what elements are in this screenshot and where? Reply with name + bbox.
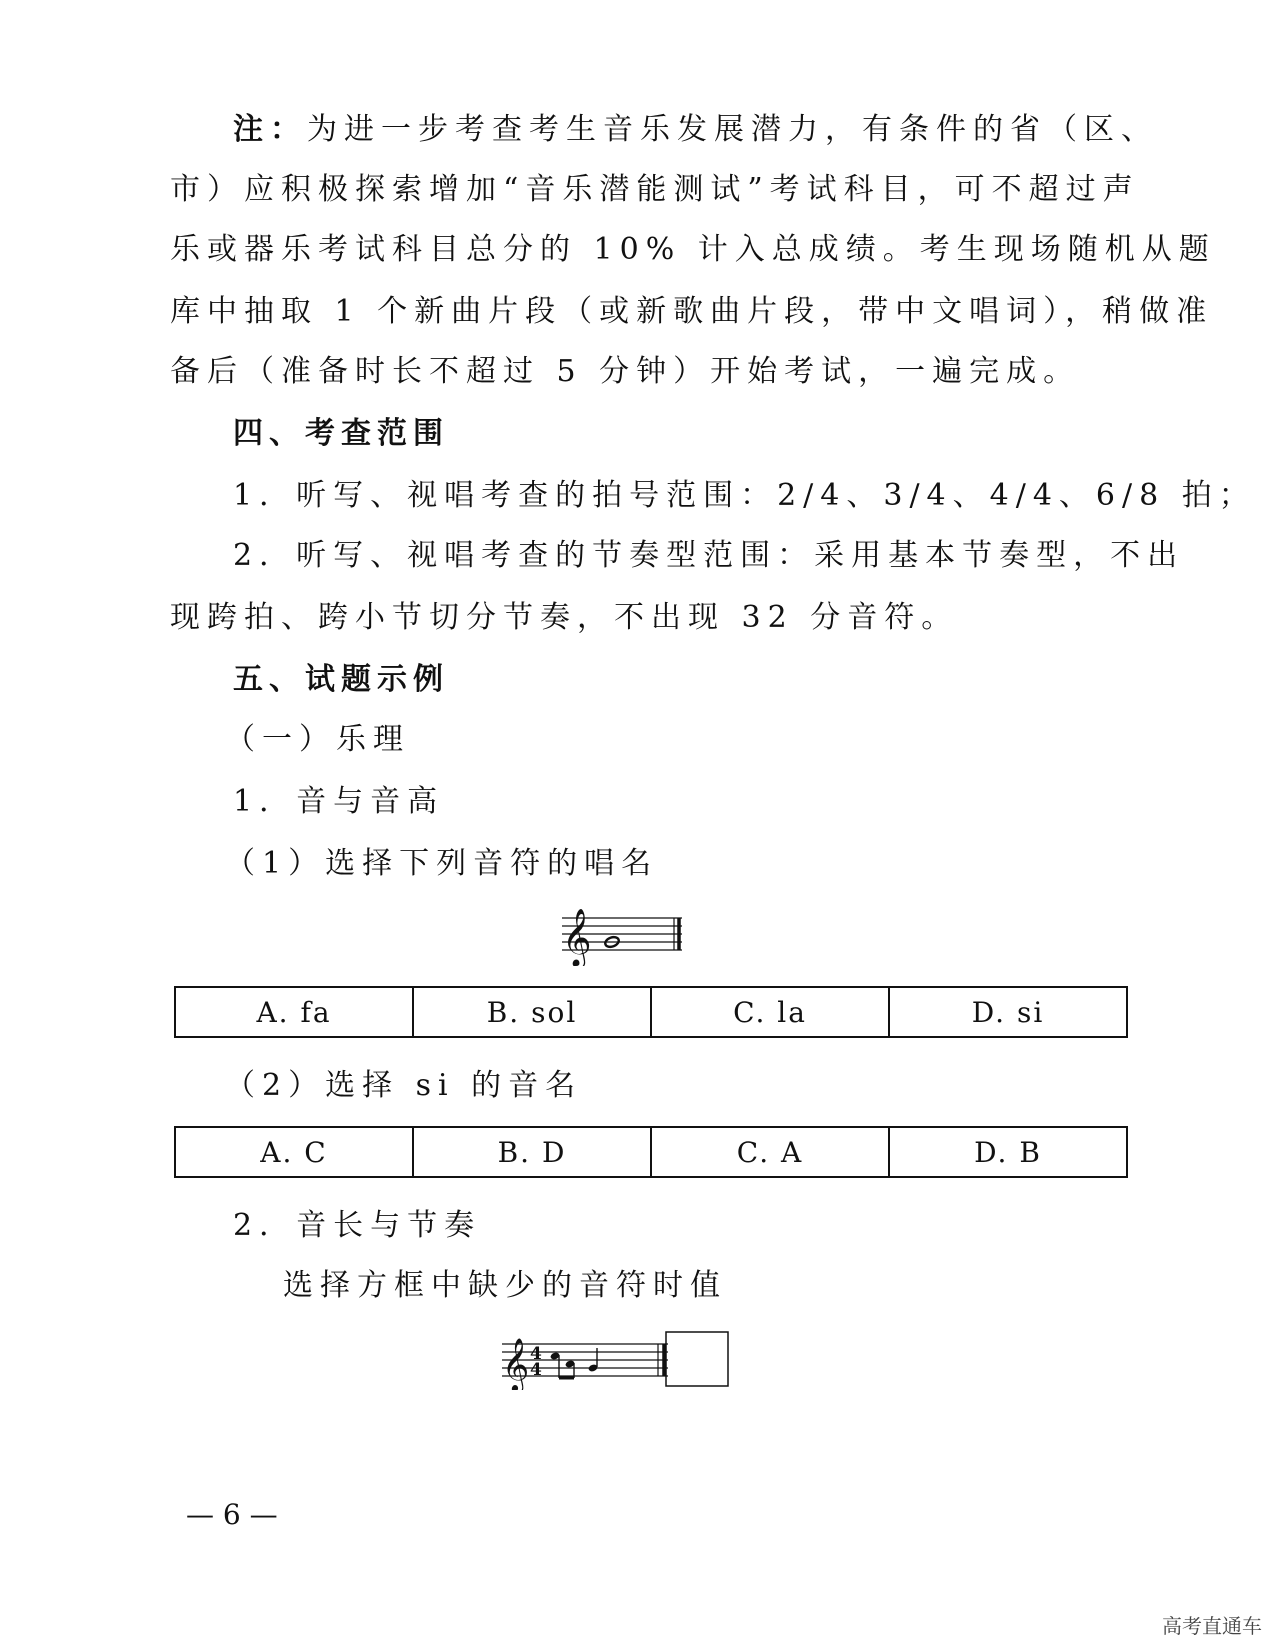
note-line-2: 市）应积极探索增加“音乐潜能测试”考试科目，可不超过声 xyxy=(170,172,1140,207)
watermark: 高考直通车 xyxy=(1162,1614,1262,1638)
q2-option-c[interactable]: C. A xyxy=(651,1127,889,1177)
subsection-music-theory: （一）乐理 xyxy=(225,722,410,757)
question-1-options xyxy=(174,986,1128,1038)
treble-clef-staff-icon xyxy=(560,902,684,966)
note-line-3: 乐或器乐考试科目总分的 10% 计入总成绩。考生现场随机从题 xyxy=(170,232,1216,267)
note-line-5: 备后（准备时长不超过 5 分钟）开始考试，一遍完成。 xyxy=(170,354,1081,389)
time-sig-top: 4 xyxy=(530,1344,542,1364)
q1-option-d[interactable]: D. si xyxy=(889,987,1127,1037)
question-2-options xyxy=(174,1126,1128,1178)
page-number: — 6 — xyxy=(186,1498,278,1531)
section4-item-1: 1．听写、视唱考查的拍号范围：2/4、3/4、4/4、6/8 拍； xyxy=(233,478,1256,513)
question-2: （2）选择 si 的音名 xyxy=(225,1068,583,1103)
topic-pitch: 1．音与音高 xyxy=(233,784,445,819)
topic-rhythm: 2．音长与节奏 xyxy=(233,1208,482,1243)
treble-clef-icon: 𝄞 xyxy=(562,908,592,966)
section5-title: 五、试题示例 xyxy=(233,662,449,697)
note-text-1: 为进一步考查考生音乐发展潜力，有条件的省（区、 xyxy=(307,112,1158,147)
q1-option-b[interactable]: B. sol xyxy=(413,987,651,1037)
note-label: 注： xyxy=(233,112,307,147)
note-line-1 xyxy=(233,110,1158,150)
time-sig-bottom: 4 xyxy=(530,1360,542,1380)
section4-item-2-line-1: 2．听写、视唱考查的节奏型范围：采用基本节奏型，不出 xyxy=(233,538,1185,573)
question-1: （1）选择下列音符的唱名 xyxy=(225,846,659,881)
note-line-4: 库中抽取 1 个新曲片段（或新歌曲片段，带中文唱词），稍做准 xyxy=(170,294,1214,329)
section4-item-2-line-2: 现跨拍、跨小节切分节奏，不出现 32 分音符。 xyxy=(170,600,959,635)
rhythm-staff-icon xyxy=(500,1330,732,1390)
q1-option-c[interactable]: C. la xyxy=(651,987,889,1037)
section4-title: 四、考查范围 xyxy=(233,416,449,451)
q1-option-a[interactable]: A. fa xyxy=(175,987,413,1037)
treble-clef-icon: 𝄞 xyxy=(502,1337,530,1390)
q2-option-a[interactable]: A. C xyxy=(175,1127,413,1177)
question-3: 选择方框中缺少的音符时值 xyxy=(283,1268,727,1303)
q2-option-b[interactable]: B. D xyxy=(413,1127,651,1177)
missing-note-box xyxy=(666,1332,728,1386)
q2-option-d[interactable]: D. B xyxy=(889,1127,1127,1177)
